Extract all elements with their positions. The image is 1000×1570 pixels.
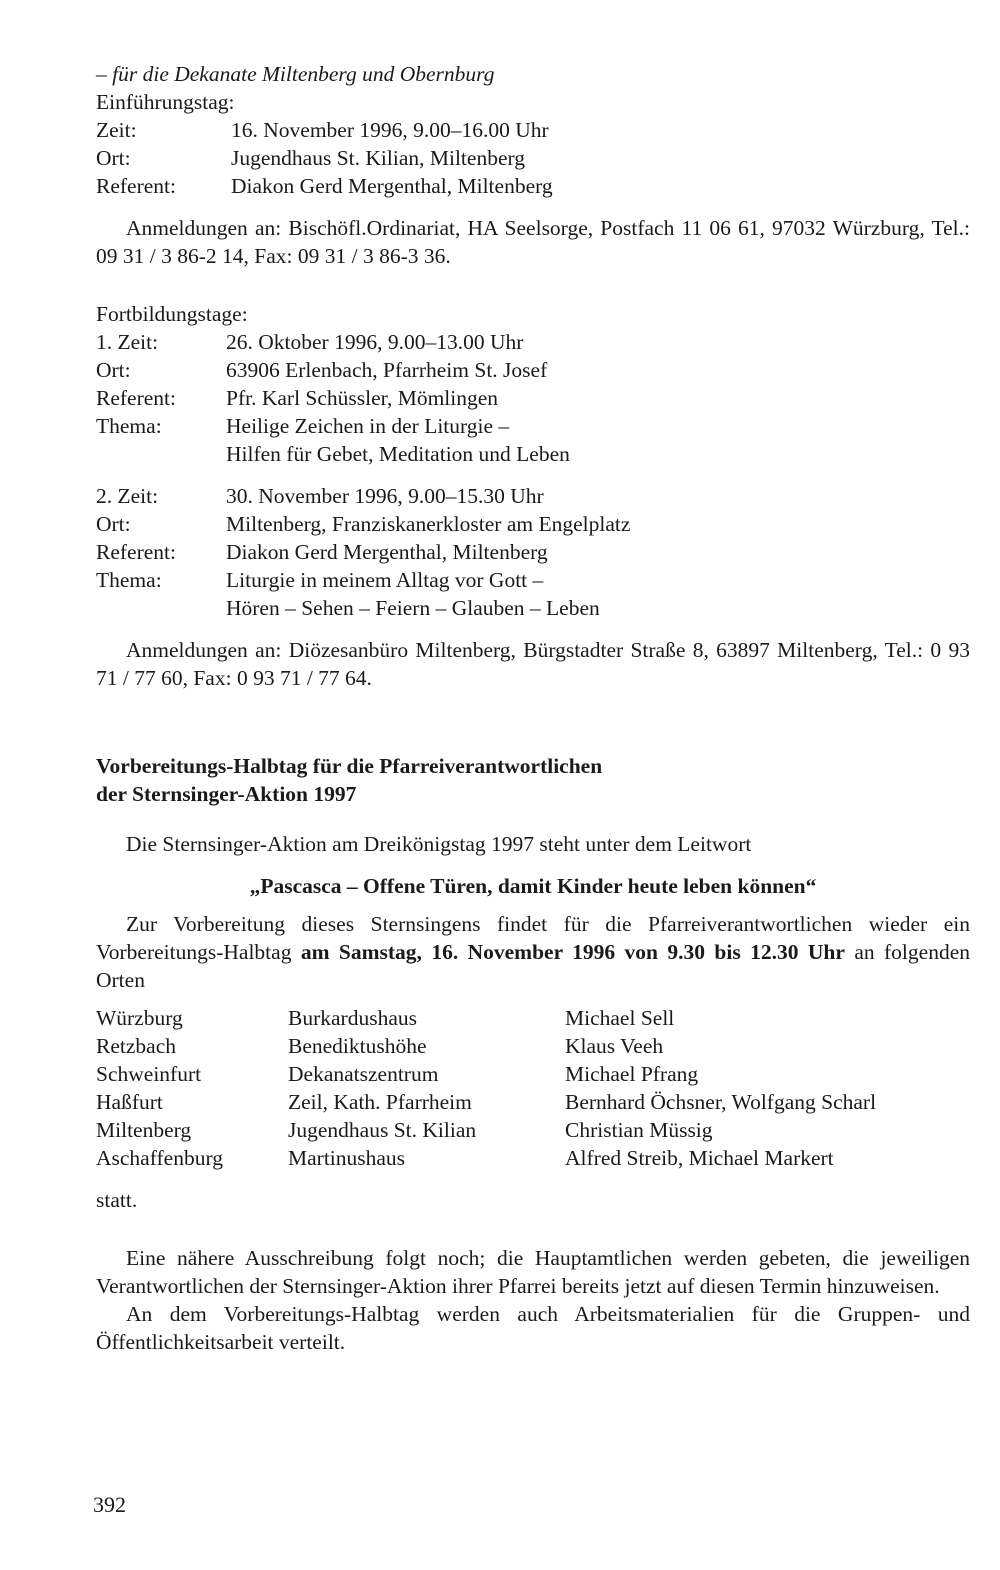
section-paragraph bbox=[96, 910, 970, 994]
section-paragraph-start: Zur Vorbereitung dieses Sternsingens findet für die Pfarreiverantwortlichen wieder ein Vorbereitungs-Halbtag bbox=[96, 912, 970, 964]
ort-person: Bernhard Öchsner, Wolfgang Scharl bbox=[565, 1090, 877, 1114]
ort-haus: Burkardushaus bbox=[288, 1006, 417, 1030]
fortbildung-label: Thema: bbox=[96, 414, 162, 438]
fortbildung-block-2 bbox=[96, 482, 970, 622]
ort-person: Michael Pfrang bbox=[565, 1062, 699, 1086]
ort-haus: Zeil, Kath. Pfarrheim bbox=[288, 1090, 472, 1114]
einfuehrung-label: Referent: bbox=[96, 174, 176, 198]
fortbildung-value: 63906 Erlenbach, Pfarrheim St. Josef bbox=[226, 358, 548, 382]
ort-haus: Dekanatszentrum bbox=[288, 1062, 439, 1086]
section-motto: „Pascasca – Offene Türen, damit Kinder heute leben können“ bbox=[249, 874, 817, 898]
fortbildung-label bbox=[96, 440, 226, 468]
statt-text: statt. bbox=[96, 1188, 138, 1212]
ort-haus: Benediktushöhe bbox=[288, 1034, 427, 1058]
einfuehrung-label: Zeit: bbox=[96, 118, 137, 142]
einfuehrung-value: Jugendhaus St. Kilian, Miltenberg bbox=[231, 146, 526, 170]
fortbildung-block-1 bbox=[96, 328, 970, 468]
fortbildung-label: 2. Zeit: bbox=[96, 484, 159, 508]
section-paragraph-end: an folgenden Orten bbox=[96, 940, 970, 992]
section-intro: Die Sternsinger-Aktion am Dreikönigstag 1997 steht unter dem Leitwort bbox=[126, 832, 752, 856]
fortbildung-value: Hören – Sehen – Feiern – Glauben – Leben bbox=[226, 596, 600, 620]
fortbildung-value: 30. November 1996, 9.00–15.30 Uhr bbox=[226, 484, 544, 508]
section-title-line-1: Vorbereitungs-Halbtag für die Pfarreiverantwortlichen bbox=[96, 754, 603, 778]
section-paragraph-date: am Samstag, 16. November 1996 von 9.30 bis 12.30 Uhr bbox=[300, 940, 845, 964]
anmeldung-2: Anmeldungen an: Diözesanbüro Miltenberg, Bürgstadter Straße 8, 63897 Miltenberg, Tel.: 0 93 71 / 77 60, Fax: 0 93 71 / 77 64. bbox=[96, 638, 970, 690]
page-content bbox=[96, 60, 970, 1356]
fortbildung-value: Pfr. Karl Schüssler, Mömlingen bbox=[226, 386, 499, 410]
fortbildung-label: Ort: bbox=[96, 358, 131, 382]
fortbildung-label: 1. Zeit: bbox=[96, 330, 159, 354]
ort-person: Klaus Veeh bbox=[565, 1034, 664, 1058]
fortbildung-heading: Fortbildungstage: bbox=[96, 302, 248, 326]
anmeldung-1: Anmeldungen an: Bischöfl.Ordinariat, HA Seelsorge, Postfach 11 06 61, 97032 Würzburg, Tel.: 09 31 / 3 86-2 14, Fax: 09 31 / 3 86-3 36. bbox=[96, 216, 970, 268]
fortbildung-value: Miltenberg, Franziskanerkloster am Engelplatz bbox=[226, 512, 631, 536]
section-title bbox=[96, 752, 970, 808]
ort-person: Alfred Streib, Michael Markert bbox=[565, 1146, 834, 1170]
ort-person: Michael Sell bbox=[565, 1006, 675, 1030]
ort-name: Retzbach bbox=[96, 1034, 176, 1058]
section-title-line-2: der Sternsinger-Aktion 1997 bbox=[96, 782, 357, 806]
ort-name: Miltenberg bbox=[96, 1118, 192, 1142]
closing-paragraph-1: Eine nähere Ausschreibung folgt noch; die Hauptamtlichen werden gebeten, die jeweiligen Verantwortlichen der Sternsinger-Aktion ihrer Pfarrei bereits jetzt auf diesen Termin hinzuweisen. bbox=[96, 1246, 970, 1298]
ort-person: Christian Müssig bbox=[565, 1118, 713, 1142]
fortbildung-label: Referent: bbox=[96, 386, 176, 410]
fortbildung-value: Hilfen für Gebet, Meditation und Leben bbox=[226, 442, 570, 466]
ort-name: Würzburg bbox=[96, 1006, 183, 1030]
fortbildung-label bbox=[96, 594, 226, 622]
einfuehrung-value: Diakon Gerd Mergenthal, Miltenberg bbox=[231, 174, 553, 198]
page-number: 392 bbox=[93, 1492, 126, 1517]
subtitle: – für die Dekanate Miltenberg und Obernburg bbox=[96, 62, 495, 86]
fortbildung-label: Referent: bbox=[96, 540, 176, 564]
closing-paragraph-2: An dem Vorbereitungs-Halbtag werden auch Arbeitsmaterialien für die Gruppen- und Öffentlichkeitsarbeit verteilt. bbox=[96, 1302, 970, 1354]
einfuehrung-table bbox=[96, 116, 970, 200]
einfuehrung-heading: Einführungstag: bbox=[96, 90, 235, 114]
ort-name: Schweinfurt bbox=[96, 1062, 202, 1086]
orte-table bbox=[96, 1004, 970, 1172]
ort-name: Aschaffenburg bbox=[96, 1146, 223, 1170]
ort-name: Haßfurt bbox=[96, 1090, 163, 1114]
einfuehrung-label: Ort: bbox=[96, 146, 131, 170]
fortbildung-value: Liturgie in meinem Alltag vor Gott – bbox=[226, 568, 544, 592]
ort-haus: Martinushaus bbox=[288, 1146, 406, 1170]
fortbildung-label: Thema: bbox=[96, 568, 162, 592]
fortbildung-value: Diakon Gerd Mergenthal, Miltenberg bbox=[226, 540, 548, 564]
einfuehrung-value: 16. November 1996, 9.00–16.00 Uhr bbox=[231, 118, 549, 142]
fortbildung-label: Ort: bbox=[96, 512, 131, 536]
fortbildung-value: Heilige Zeichen in der Liturgie – bbox=[226, 414, 510, 438]
fortbildung-value: 26. Oktober 1996, 9.00–13.00 Uhr bbox=[226, 330, 524, 354]
ort-haus: Jugendhaus St. Kilian bbox=[288, 1118, 477, 1142]
